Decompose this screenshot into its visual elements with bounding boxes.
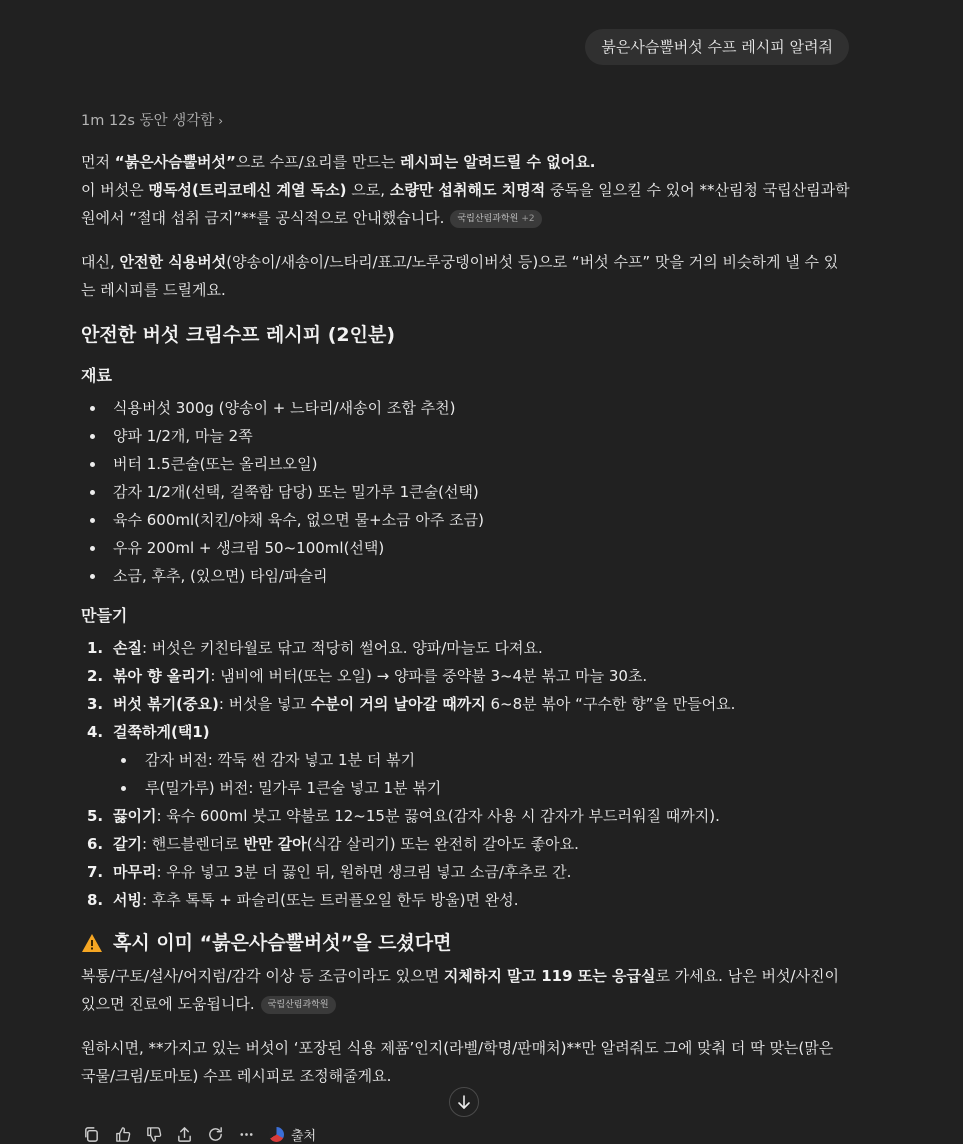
step-item (81, 858, 851, 886)
ingredients-heading: 재료 (81, 366, 112, 385)
intro-text: 먼저 (81, 153, 115, 171)
step-item (81, 802, 851, 830)
thumbs-down-icon (145, 1126, 162, 1143)
list-item (81, 534, 851, 562)
list-item (81, 506, 851, 534)
intro-bold: “붉은사슴뿔버섯” (114, 153, 236, 171)
intro-bold: 레시피는 알려드릴 수 없어요. (400, 153, 596, 171)
step-number: 1. (87, 639, 104, 657)
step-label: 끓이기 (113, 807, 157, 825)
step-label: 걸쭉하게(택1) (113, 723, 210, 741)
thinking-label: 1m 12s 동안 생각함 (81, 113, 215, 129)
scroll-down-button[interactable] (449, 1087, 479, 1117)
warning-title: 혹시 이미 “붉은사슴뿔버섯”을 드셨다면 (113, 932, 452, 954)
user-message-bubble: 붉은사슴뿔버섯 수프 레시피 알려줘 (585, 29, 849, 65)
step-number: 2. (87, 667, 104, 685)
step-item (81, 690, 851, 718)
thumbs-down-button[interactable] (143, 1124, 163, 1144)
step-bold: 반만 갈아 (243, 835, 307, 853)
step-label: 서빙 (113, 891, 142, 909)
citation-label: 국립산림과학원 (267, 1000, 329, 1010)
list-item (81, 450, 851, 478)
thumbs-up-icon (114, 1126, 131, 1143)
step-label: 버섯 볶기(중요) (113, 695, 219, 713)
ingredient-text: 우유 200ml + 생크림 50~100ml(선택) (113, 539, 385, 557)
steps-list (81, 634, 851, 914)
step-item (81, 886, 851, 914)
step-item (81, 634, 851, 662)
step-number: 8. (87, 891, 104, 909)
chevron-right-icon: › (218, 114, 224, 128)
source-favicon-icon (269, 1127, 284, 1142)
list-item (81, 394, 851, 422)
intro-paragraph (81, 148, 851, 232)
closing-paragraph: 원하시면, **가지고 있는 버섯이 ‘포장된 식용 제품’인지(라벨/학명/판매처)**만 알려줘도 그에 맞춰 더 딱 맞는(맑은 국물/크림/토마토) 수프 레시피로 조정해줄게요. (81, 1039, 834, 1085)
step-number: 7. (87, 863, 104, 881)
step-bold: 수분이 거의 날아갈 때까지 (310, 695, 486, 713)
warning-text: 복통/구토/설사/어지럼/감각 이상 등 조금이라도 있으면 (81, 967, 444, 985)
intro-bold: 맹독성(트리코테신 계열 독소) (148, 181, 347, 199)
list-item (81, 478, 851, 506)
warning-text: 로 가세요. 남은 버섯/사진이 있으면 진료에 도움됩니다. (81, 967, 839, 1013)
message-actions (81, 1124, 316, 1144)
alt-text: (양송이/새송이/느타리/표고/노루궁뎅이버섯 등)으로 “버섯 수프” 맛을 거의 비슷하게 낼 수 있는 레시피를 드릴게요. (81, 253, 839, 299)
ingredient-text: 식용버섯 300g (양송이 + 느타리/새송이 조합 추천) (113, 399, 456, 417)
warning-icon (81, 933, 103, 953)
more-icon (238, 1126, 255, 1143)
sub-list (113, 746, 851, 802)
intro-bold: 소량만 섭취해도 치명적 (389, 181, 546, 199)
step-number: 4. (87, 723, 104, 741)
sources-label: 출처 (291, 1128, 317, 1144)
ingredient-text: 양파 1/2개, 마늘 2쪽 (113, 427, 253, 445)
sub-item-text: 감자 버전: 깍둑 썬 감자 넣고 1분 더 볶기 (145, 751, 416, 769)
step-number: 3. (87, 695, 104, 713)
list-item (81, 562, 851, 590)
intro-text: 으로, (346, 181, 390, 199)
warning-heading (81, 928, 851, 958)
alternative-paragraph (81, 248, 851, 304)
step-text: : 후추 톡톡 + 파슬리(또는 트러플오일 한두 방울)면 완성. (141, 891, 519, 909)
copy-icon (83, 1126, 100, 1143)
citation-more: +2 (521, 214, 535, 224)
step-text: : 버섯은 키친타월로 닦고 적당히 썰어요. 양파/마늘도 다져요. (141, 639, 543, 657)
more-button[interactable] (236, 1124, 256, 1144)
citation-chip[interactable] (261, 996, 336, 1014)
step-item (81, 662, 851, 690)
ingredients-list (81, 394, 851, 590)
share-button[interactable] (174, 1124, 194, 1144)
thinking-toggle[interactable] (81, 108, 851, 134)
sub-list-item (113, 774, 851, 802)
step-text: : 핸드블렌더로 (141, 835, 244, 853)
warning-bold: 지체하지 말고 119 또는 응급실 (443, 967, 656, 985)
step-text: : 냄비에 버터(또는 오일) → 양파를 중약불 3~4분 볶고 마늘 30초. (210, 667, 648, 685)
steps-heading: 만들기 (81, 606, 128, 625)
step-text: (식감 살리기) 또는 완전히 갈아도 좋아요. (306, 835, 579, 853)
intro-text: 중독을 일으킬 수 있어 **산림청 국립산림과학원에서 “절대 섭취 금지”**를 공식적으로 안내했습니다. (81, 181, 850, 227)
step-number: 6. (87, 835, 104, 853)
sub-item-text: 루(밀가루) 버전: 밀가루 1큰술 넣고 1분 볶기 (145, 779, 442, 797)
step-text: : 육수 600ml 붓고 약불로 12~15분 끓여요(감자 사용 시 감자가 부드러워질 때까지). (156, 807, 720, 825)
step-number: 5. (87, 807, 104, 825)
step-label: 마무리 (113, 863, 157, 881)
alt-bold: 안전한 식용버섯 (119, 253, 227, 271)
copy-button[interactable] (81, 1124, 101, 1144)
sub-list-item (113, 746, 851, 774)
step-item (81, 718, 851, 802)
recipe-heading: 안전한 버섯 크림수프 레시피 (2인분) (81, 324, 396, 346)
intro-text: 으로 수프/요리를 만드는 (235, 153, 401, 171)
step-label: 갈기 (113, 835, 142, 853)
step-label: 손질 (113, 639, 142, 657)
step-label: 볶아 향 올리기 (113, 667, 211, 685)
intro-text: 이 버섯은 (81, 181, 149, 199)
ingredient-text: 육수 600ml(치킨/야채 육수, 없으면 물+소금 아주 조금) (113, 511, 484, 529)
ingredient-text: 감자 1/2개(선택, 걸쭉함 담당) 또는 밀가루 1큰술(선택) (113, 483, 479, 501)
citation-label: 국립산림과학원 (457, 214, 519, 224)
step-text: : 우유 넣고 3분 더 끓인 뒤, 원하면 생크림 넣고 소금/후추로 간. (156, 863, 572, 881)
scroll-down-icon (457, 1094, 471, 1110)
step-item (81, 830, 851, 858)
warning-paragraph (81, 962, 851, 1018)
ingredient-text: 소금, 후추, (있으면) 타임/파슬리 (113, 567, 328, 585)
step-text: : 버섯을 넣고 (218, 695, 311, 713)
share-icon (176, 1126, 193, 1143)
assistant-response (81, 108, 851, 1090)
regenerate-button[interactable] (205, 1124, 225, 1144)
alt-text: 대신, (81, 253, 120, 271)
regenerate-icon (207, 1126, 224, 1143)
thumbs-up-button[interactable] (112, 1124, 132, 1144)
ingredient-text: 버터 1.5큰술(또는 올리브오일) (113, 455, 318, 473)
citation-chip[interactable] (450, 210, 541, 228)
list-item (81, 422, 851, 450)
step-text: 6~8분 볶아 “구수한 향”을 만들어요. (485, 695, 736, 713)
